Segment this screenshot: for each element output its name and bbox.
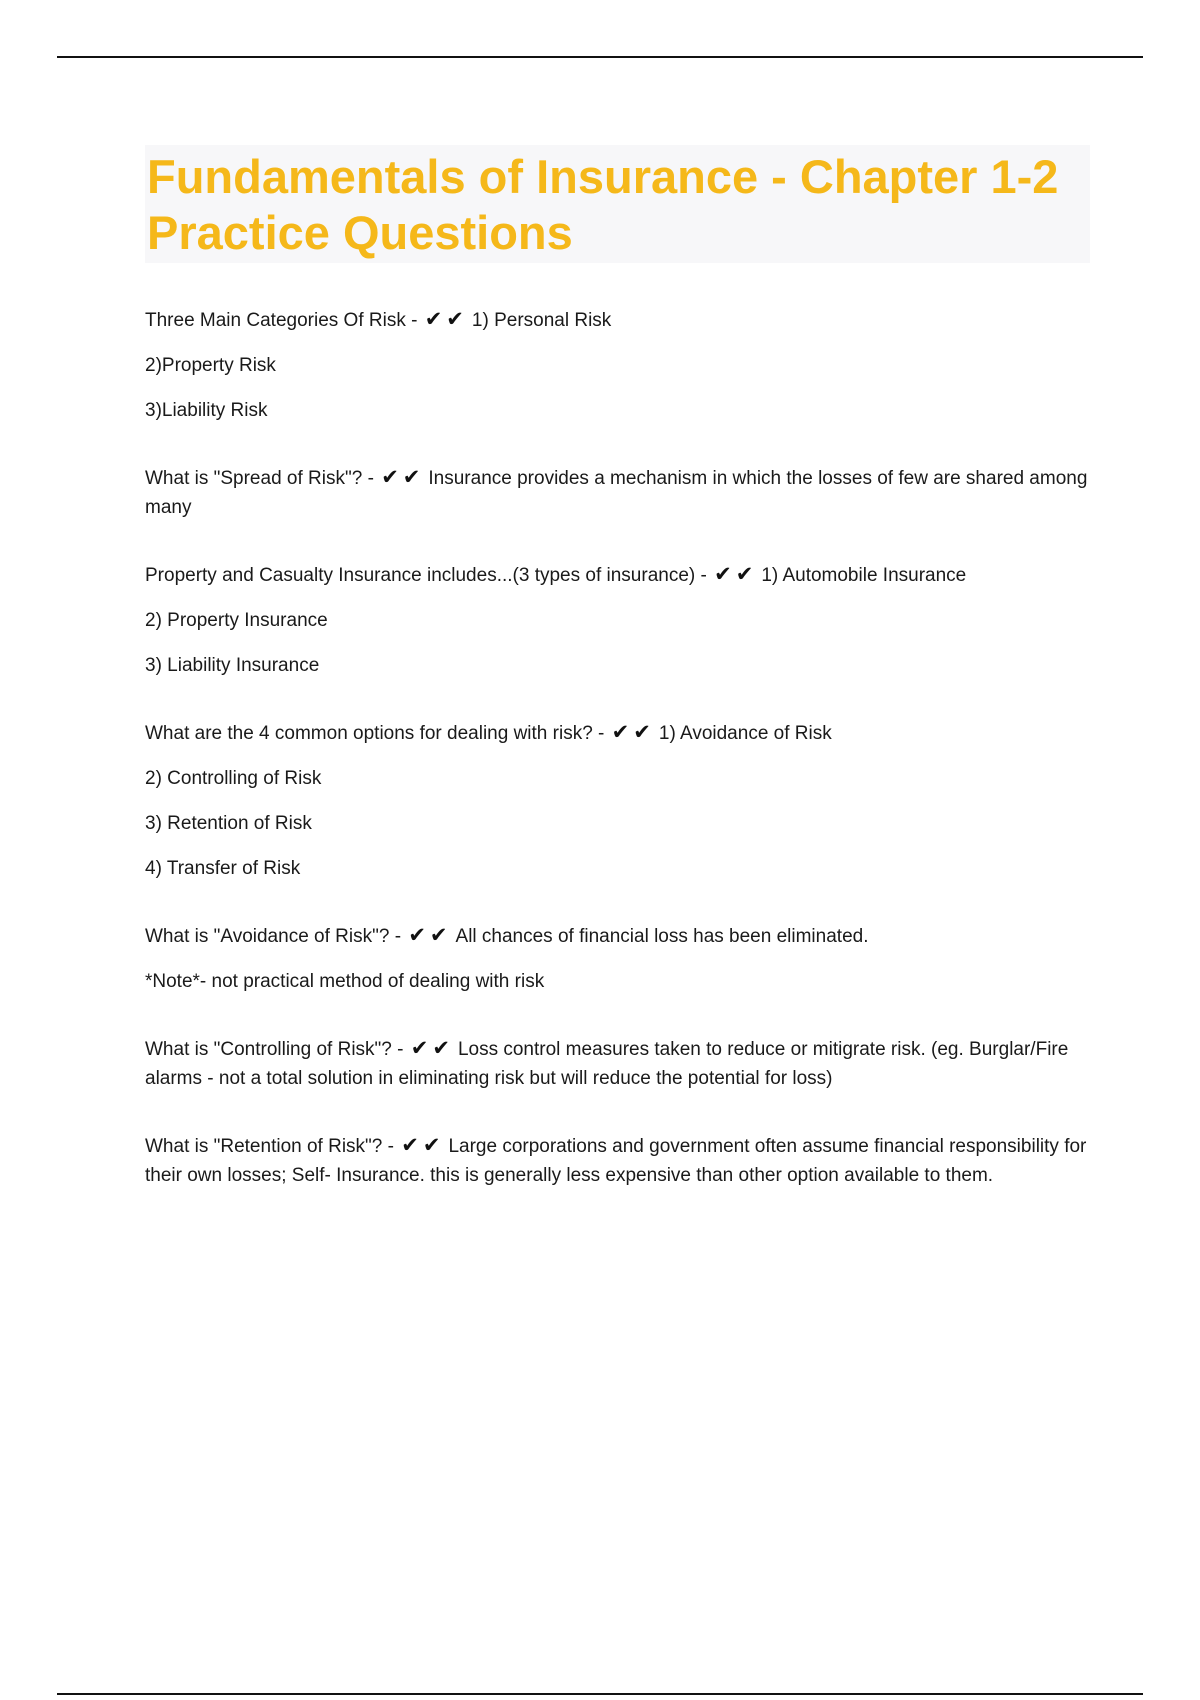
qa-question-line [145, 305, 1090, 335]
double-check-icon: ✔✔ [611, 720, 655, 744]
answer-continuation: 3) Liability Insurance [145, 655, 320, 676]
double-check-icon: ✔✔ [410, 1036, 454, 1060]
top-rule [57, 56, 1143, 58]
answer-continuation: 3) Retention of Risk [145, 813, 312, 834]
qa-item [145, 560, 1090, 680]
bottom-rule [57, 1693, 1143, 1695]
answer-text: All chances of financial loss has been eliminated. [455, 926, 869, 947]
answer-continuation: 2) Controlling of Risk [145, 768, 322, 789]
answer-text: Insurance provides a mechanism in which the losses of few are shared among many [145, 468, 1088, 518]
qa-question-line [145, 1034, 1090, 1093]
answer-continuation: 3)Liability Risk [145, 400, 268, 421]
double-check-icon: ✔✔ [381, 465, 425, 489]
qa-question-line [145, 560, 1090, 590]
answer-continuation: 4) Transfer of Risk [145, 858, 301, 879]
qa-question-line [145, 463, 1090, 522]
double-check-icon: ✔✔ [714, 562, 758, 586]
double-check-icon: ✔✔ [408, 923, 452, 947]
qa-question-line [145, 718, 1090, 748]
document-body [145, 145, 1090, 1228]
answer-text: 1) Personal Risk [471, 310, 612, 331]
answer-text: 1) Automobile Insurance [761, 565, 967, 586]
qa-question-line [145, 921, 1090, 951]
qa-question-line [145, 1131, 1090, 1190]
qa-item [145, 1034, 1090, 1093]
double-check-icon: ✔✔ [401, 1133, 445, 1157]
answer-continuation: *Note*- not practical method of dealing with risk [145, 971, 545, 992]
double-check-icon: ✔✔ [424, 307, 468, 331]
question-text: What is "Controlling of Risk"? - [145, 1039, 404, 1060]
answer-text: Loss control measures taken to reduce or mitigrate risk. (eg. Burglar/Fire alarms - not a total solution in eliminating risk but will reduce the potential for loss) [145, 1039, 1069, 1089]
qa-list [145, 305, 1090, 1190]
qa-item [145, 305, 1090, 425]
answer-continuation: 2) Property Insurance [145, 610, 328, 631]
qa-item [145, 921, 1090, 996]
qa-item [145, 718, 1090, 883]
question-text: What is "Avoidance of Risk"? - [145, 926, 402, 947]
question-text: What are the 4 common options for dealing with risk? - [145, 723, 605, 744]
qa-item [145, 463, 1090, 522]
answer-text: 1) Avoidance of Risk [658, 723, 832, 744]
question-text: Property and Casualty Insurance includes...(3 types of insurance) - [145, 565, 707, 586]
title-banner [145, 145, 1090, 263]
question-text: What is "Spread of Risk"? - [145, 468, 374, 489]
question-text: Three Main Categories Of Risk - [145, 310, 418, 331]
answer-continuation: 2)Property Risk [145, 355, 276, 376]
document-title: Fundamentals of Insurance - Chapter 1-2 Practice Questions [147, 150, 1059, 259]
qa-item [145, 1131, 1090, 1190]
question-text: What is "Retention of Risk"? - [145, 1136, 394, 1157]
answer-text: Large corporations and government often assume financial responsibility for their own losses; Self- Insurance. this is generally less expensive than other option available to them. [145, 1136, 1087, 1186]
